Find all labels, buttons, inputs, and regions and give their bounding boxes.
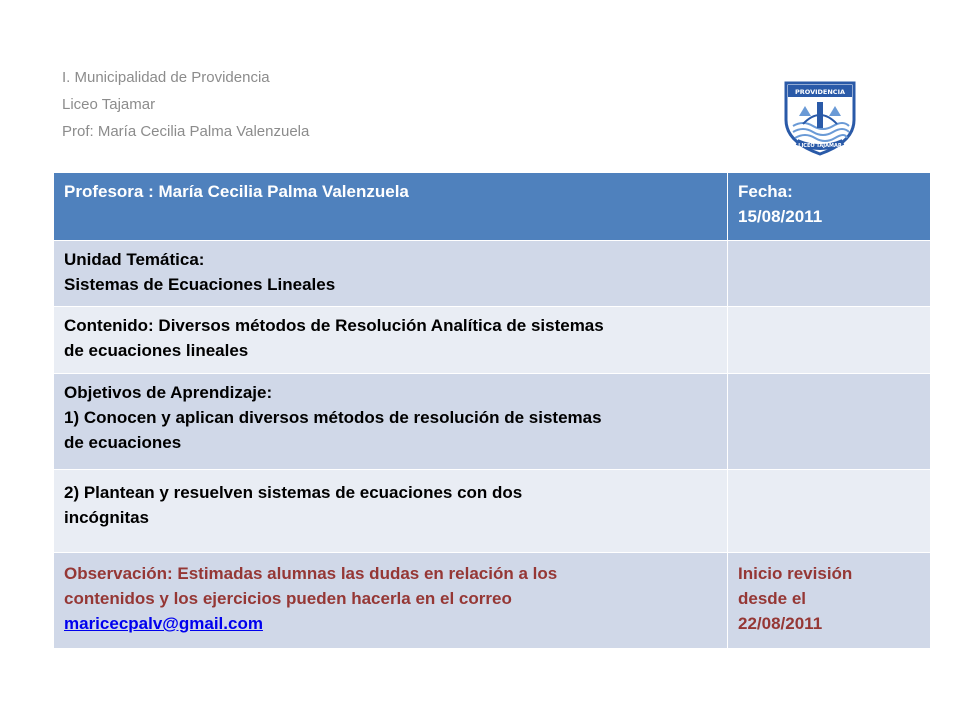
table-row bbox=[54, 374, 931, 470]
unit-label: Unidad Temática: bbox=[64, 250, 205, 269]
header-municipality: I. Municipalidad de Providencia bbox=[62, 69, 270, 86]
date-label: Fecha: bbox=[738, 182, 793, 201]
objective-1-line-2: de ecuaciones bbox=[64, 433, 182, 452]
revision-cell bbox=[728, 553, 931, 649]
teacher-label: Profesora : María Cecilia Palma Valenzuela bbox=[64, 182, 409, 201]
observation-cell bbox=[54, 553, 728, 649]
date-cell bbox=[728, 173, 931, 241]
objective-2-line-1: 2) Plantean y resuelven sistemas de ecuaciones con dos bbox=[64, 483, 523, 502]
content-cell bbox=[54, 307, 728, 374]
table-row bbox=[54, 307, 931, 374]
empty-cell bbox=[728, 241, 931, 307]
table-row bbox=[54, 470, 931, 553]
unit-value: Sistemas de Ecuaciones Lineales bbox=[64, 275, 336, 294]
empty-cell bbox=[728, 470, 931, 553]
teacher-cell bbox=[54, 173, 728, 241]
observation-line-1: Observación: Estimadas alumnas las dudas en relación a los bbox=[64, 564, 558, 583]
table-row bbox=[54, 553, 931, 649]
revision-line-1: Inicio revisión bbox=[738, 564, 853, 583]
document-header bbox=[62, 64, 309, 145]
objective-2-cell bbox=[54, 470, 728, 553]
table-header-row bbox=[54, 173, 931, 241]
objective-2-line-2: incógnitas bbox=[64, 508, 150, 527]
header-school: Liceo Tajamar bbox=[62, 96, 156, 113]
objectives-cell bbox=[54, 374, 728, 470]
objectives-label: Objetivos de Aprendizaje: bbox=[64, 383, 273, 402]
content-line-1: Contenido: Diversos métodos de Resolución Analítica de sistemas bbox=[64, 316, 604, 335]
empty-cell bbox=[728, 374, 931, 470]
objective-1-line-1: 1) Conocen y aplican diversos métodos de resolución de sistemas bbox=[64, 408, 602, 427]
revision-line-2: desde el bbox=[738, 589, 807, 608]
school-crest-logo bbox=[783, 80, 857, 156]
class-info-table bbox=[53, 172, 931, 649]
date-value: 15/08/2011 bbox=[738, 207, 823, 226]
email-link[interactable]: maricecpalv@gmail.com bbox=[64, 614, 263, 633]
empty-cell bbox=[728, 307, 931, 374]
unit-cell bbox=[54, 241, 728, 307]
observation-line-2: contenidos y los ejercicios pueden hacerla en el correo bbox=[64, 589, 512, 608]
revision-date: 22/08/2011 bbox=[738, 614, 823, 633]
table-row bbox=[54, 241, 931, 307]
header-teacher: Prof: María Cecilia Palma Valenzuela bbox=[62, 123, 310, 140]
logo-bottom-text: LICEO TAJAMAR bbox=[798, 143, 842, 149]
content-line-2: de ecuaciones lineales bbox=[64, 341, 249, 360]
logo-top-text: PROVIDENCIA bbox=[794, 88, 846, 96]
